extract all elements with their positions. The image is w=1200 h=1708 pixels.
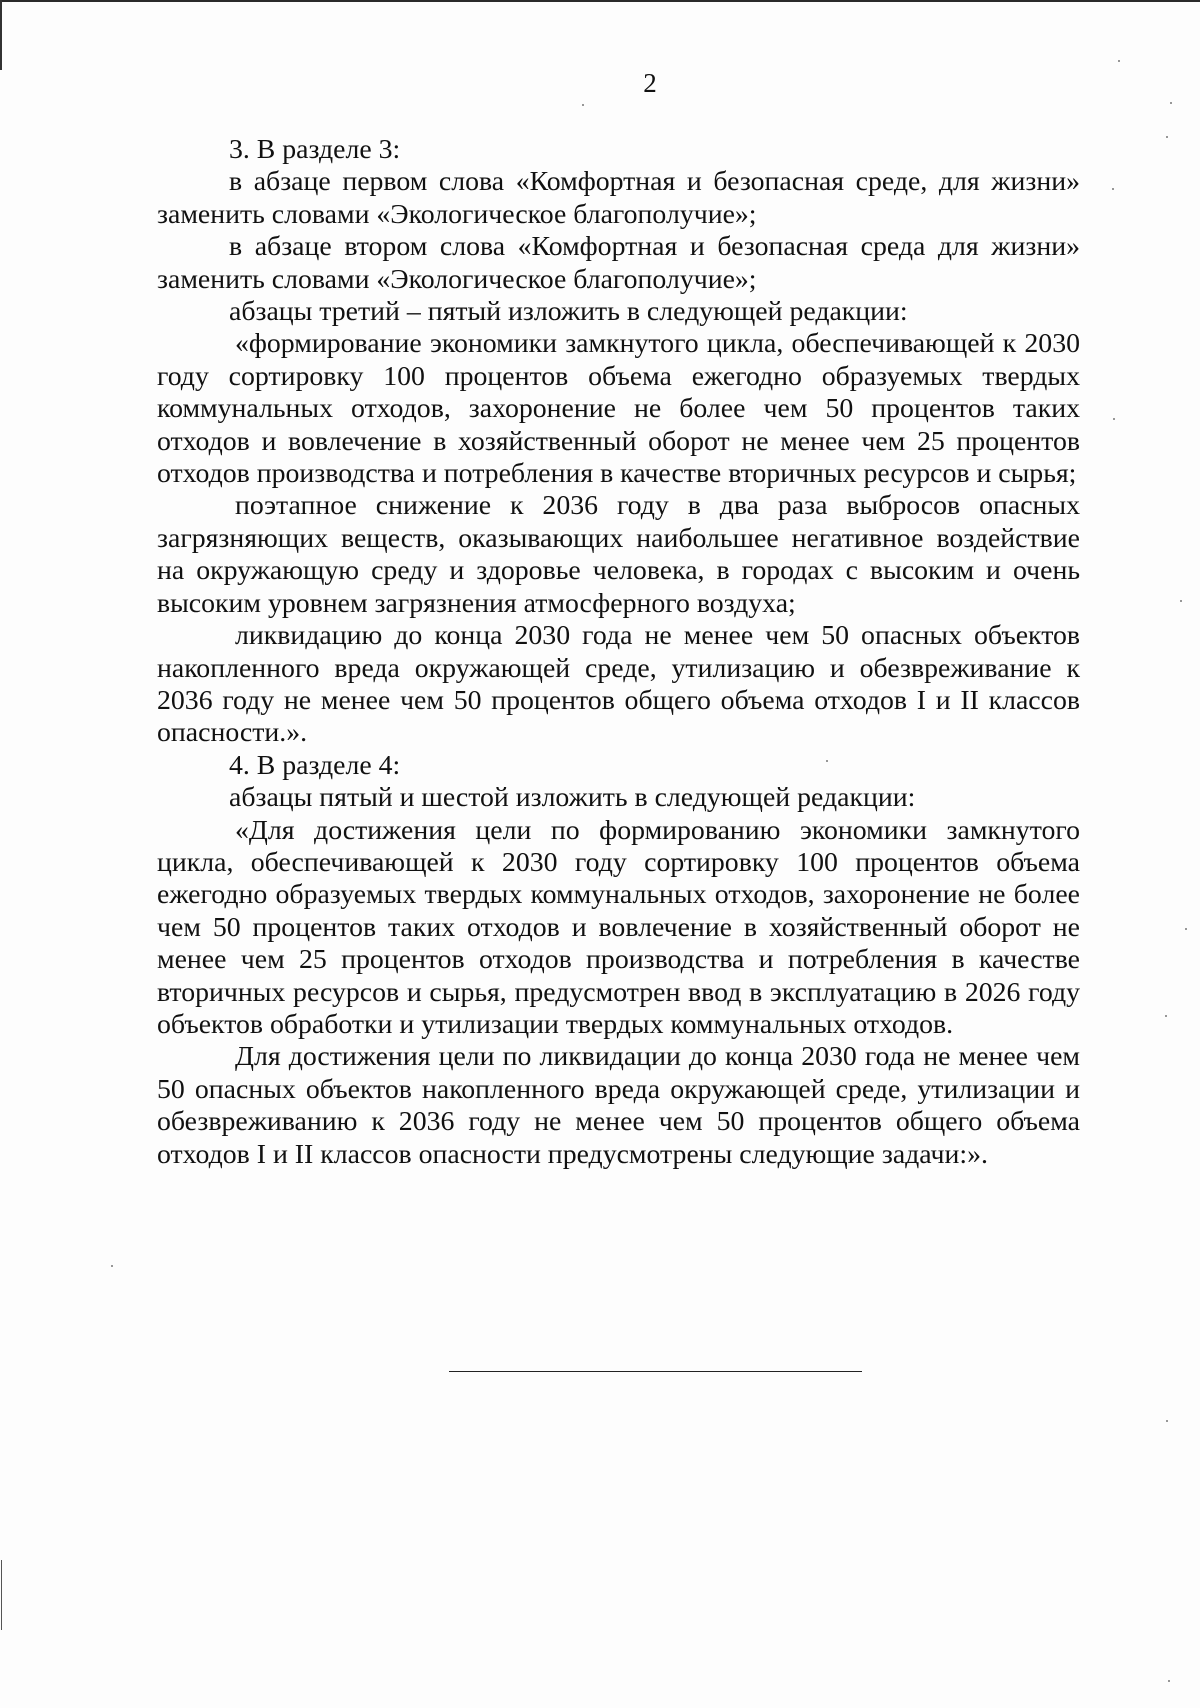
scan-speck xyxy=(1113,418,1115,420)
page-number: 2 xyxy=(643,68,657,98)
scan-speck xyxy=(1166,136,1168,138)
section-4-heading: 4. В разделе 4: xyxy=(229,749,401,781)
quote-goal-liquidation: Для достижения цели по ликвидации до конца 2030 года не менее чем 50 опасных объектов накопленного вреда окружающей среде, утилизации и обезвреживанию к 2036 году не менее чем 50 процентов общего объема отходов I и II классов опасности предусмотрены следующие задачи:». xyxy=(157,1041,1080,1170)
scan-speck xyxy=(111,1265,113,1267)
scan-top-edge xyxy=(0,0,1200,2)
scan-left-edge xyxy=(0,0,2,70)
end-divider-line xyxy=(449,1371,862,1372)
scan-speck xyxy=(826,760,828,762)
quote-accumulated-harm: ликвидацию до конца 2030 года не менее чем 50 опасных объектов накопленного вреда окружающей среде, утилизацию и обезвреживание к 2036 году не менее чем 50 процентов общего объема отходов I и II классов опасности.». xyxy=(157,620,1080,749)
document-body xyxy=(157,134,1080,1171)
scan-speck xyxy=(1165,1015,1167,1017)
section-3-heading: 3. В разделе 3: xyxy=(229,134,401,165)
scan-speck xyxy=(1180,600,1182,602)
quote-emissions-reduction: поэтапное снижение к 2036 году в два раза выбросов опасных загрязняющих веществ, оказывающих наибольшее негативное воздействие на окружающую среду и здоровье человека, в городах с высоким и очень высоким уровнем загрязнения атмосферного воздуха; xyxy=(157,490,1080,619)
paragraph-third-fifth-intro: абзацы третий – пятый изложить в следующей редакции: xyxy=(229,296,908,328)
scan-speck xyxy=(1112,188,1114,190)
scan-speck xyxy=(1168,1680,1170,1682)
scan-speck xyxy=(1185,928,1187,930)
paragraph-second-replacement: в абзаце втором слова «Комфортная и безопасная среда для жизни» заменить словами «Экологическое благополучие»; xyxy=(157,231,1080,295)
scan-speck xyxy=(1166,1420,1168,1422)
scan-left-edge-lower xyxy=(1,1560,2,1630)
paragraph-fifth-sixth-intro: абзацы пятый и шестой изложить в следующей редакции: xyxy=(229,782,916,814)
scan-speck xyxy=(582,104,584,106)
quote-goal-circular-economy: «Для достижения цели по формированию экономики замкнутого цикла, обеспечивающей к 2030 году сортировку 100 процентов объема ежегодно образуемых твердых коммунальных отходов, захоронение не более чем 50 процентов таких отходов и вовлечение в хозяйственный оборот не менее чем 25 процентов отходов производства и потребления в качестве вторичных ресурсов и сырья, предусмотрен ввод в эксплуатацию в 2026 году объектов обработки и утилизации твердых коммунальных отходов. xyxy=(157,814,1080,1040)
quote-circular-economy: «формирование экономики замкнутого цикла, обеспечивающей к 2030 году сортировку 100 процентов объема ежегодно образуемых твердых коммунальных отходов, захоронение не более чем 50 процентов таких отходов и вовлечение в хозяйственный оборот не менее чем 25 процентов отходов производства и потребления в качестве вторичных ресурсов и сырья; xyxy=(157,328,1080,490)
scan-speck xyxy=(1118,60,1120,62)
paragraph-first-replacement: в абзаце первом слова «Комфортная и безопасная среде, для жизни» заменить словами «Экологическое благополучие»; xyxy=(157,166,1080,230)
scan-speck xyxy=(1170,102,1172,104)
